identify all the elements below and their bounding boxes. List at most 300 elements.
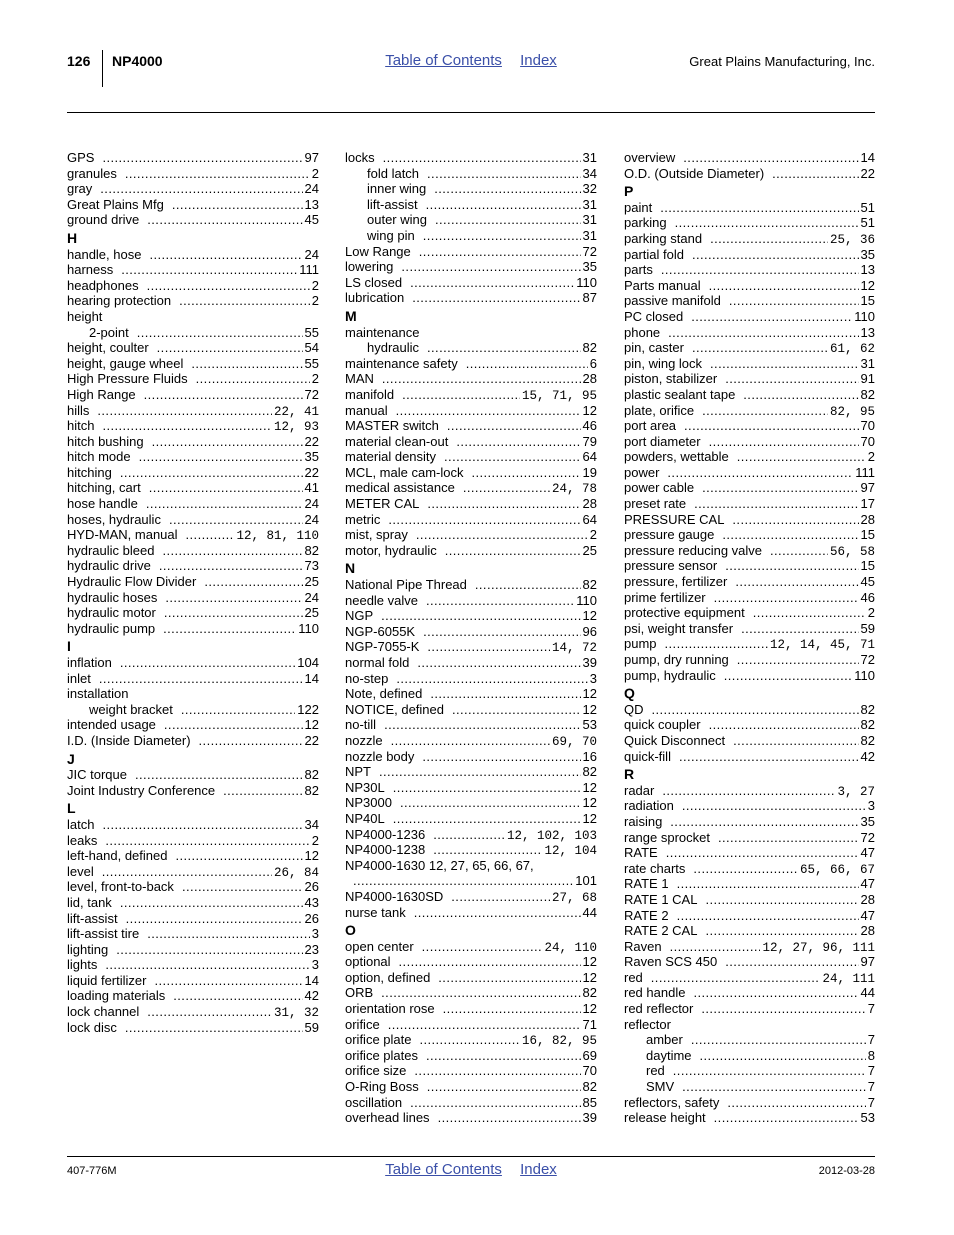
- index-entry[interactable]: [624, 387, 875, 403]
- dot-leader: [384, 717, 580, 733]
- index-entry[interactable]: [345, 873, 597, 889]
- index-entry[interactable]: [624, 434, 875, 450]
- index-entry[interactable]: [345, 480, 597, 496]
- dot-leader: [164, 605, 303, 621]
- index-entry-pages: 82: [582, 340, 597, 356]
- dot-leader: [163, 621, 296, 637]
- index-entry[interactable]: [67, 418, 319, 434]
- index-entry-term: pin, wing lock: [624, 355, 703, 371]
- index-entry[interactable]: [67, 686, 319, 702]
- index-entry-pages: 12: [582, 954, 597, 970]
- index-entry[interactable]: [624, 892, 875, 908]
- index-entry-term: METER CAL: [345, 496, 420, 512]
- index-entry[interactable]: [624, 923, 875, 939]
- index-entry-term: lock channel: [67, 1004, 140, 1020]
- dot-leader: [702, 480, 858, 496]
- index-entry-term: NP4000-1630 12, 27, 65, 66, 67,: [345, 857, 534, 873]
- dot-leader: [662, 783, 835, 799]
- index-entry-term: quick coupler: [624, 717, 701, 733]
- index-entry[interactable]: [624, 908, 875, 924]
- index-entry[interactable]: [67, 1004, 319, 1020]
- index-entry[interactable]: [345, 686, 597, 702]
- table-of-contents-link[interactable]: Table of Contents: [385, 52, 502, 69]
- index-entry-term: Joint Industry Conference: [67, 782, 216, 798]
- index-entry[interactable]: [624, 418, 875, 434]
- index-entry[interactable]: [345, 275, 597, 291]
- index-entry[interactable]: [345, 403, 597, 419]
- index-entry-term: latch: [67, 816, 95, 832]
- footer-nav: [67, 1161, 875, 1178]
- index-entry-pages: 2: [311, 165, 319, 181]
- dot-leader: [692, 340, 828, 356]
- index-entry[interactable]: [624, 215, 875, 231]
- dot-leader: [414, 1063, 580, 1079]
- index-entry[interactable]: [624, 166, 875, 182]
- index-entry-term: prime fertilizer: [624, 589, 706, 605]
- index-entry-term: pressure reducing valve: [624, 542, 763, 558]
- dot-leader: [435, 212, 581, 228]
- index-entry[interactable]: [345, 655, 597, 671]
- index-entry-pages: 44: [860, 985, 875, 1001]
- index-entry[interactable]: [345, 671, 597, 687]
- dot-leader: [388, 512, 580, 528]
- index-entry-term: National Pipe Thread: [345, 577, 467, 593]
- index-entry[interactable]: [624, 1110, 875, 1126]
- index-entry[interactable]: [345, 212, 597, 228]
- index-entry-pages: 69, 70: [551, 734, 597, 749]
- index-entry[interactable]: [345, 496, 597, 512]
- index-entry-pages: 53: [860, 1110, 875, 1126]
- index-entry[interactable]: [345, 970, 597, 986]
- footer-table-of-contents-link[interactable]: Table of Contents: [385, 1161, 502, 1178]
- index-entry-term: option, defined: [345, 969, 431, 985]
- index-entry[interactable]: [624, 652, 875, 668]
- index-entry-term: pressure sensor: [624, 558, 718, 574]
- dot-leader: [144, 387, 303, 403]
- index-entry[interactable]: [624, 465, 875, 481]
- index-entry[interactable]: [345, 527, 597, 543]
- index-entry-term: intended usage: [67, 717, 156, 733]
- dot-leader: [709, 278, 859, 294]
- index-entry[interactable]: [345, 749, 597, 765]
- index-entry[interactable]: [624, 861, 875, 877]
- index-entry-pages: 31: [582, 196, 597, 212]
- index-entry-term: Quick Disconnect: [624, 732, 726, 748]
- index-section-letter: L: [67, 800, 76, 817]
- index-entry[interactable]: [67, 671, 319, 687]
- index-entry[interactable]: [624, 1079, 875, 1095]
- index-entry[interactable]: [345, 356, 597, 372]
- index-entry[interactable]: [345, 150, 597, 166]
- index-entry-term: O.D. (Outside Diameter): [624, 165, 765, 181]
- dot-leader: [433, 842, 542, 858]
- dot-leader: [147, 926, 310, 942]
- dot-leader: [410, 1095, 580, 1111]
- index-entry-pages: 96: [582, 623, 597, 639]
- index-entry[interactable]: [624, 668, 875, 684]
- index-entry[interactable]: [67, 181, 319, 197]
- index-entry[interactable]: [624, 605, 875, 621]
- index-entry[interactable]: [345, 733, 597, 749]
- index-entry[interactable]: [345, 702, 597, 718]
- index-entry[interactable]: [345, 577, 597, 593]
- index-entry[interactable]: [345, 1048, 597, 1064]
- index-entry-pages: 101: [575, 873, 597, 889]
- dot-leader: [426, 1048, 581, 1064]
- index-entry[interactable]: [624, 702, 875, 718]
- index-entry[interactable]: [624, 733, 875, 749]
- dot-leader: [694, 496, 858, 512]
- dot-leader: [677, 908, 859, 924]
- index-entry-pages: 42: [304, 988, 319, 1004]
- index-entry[interactable]: [345, 1032, 597, 1048]
- index-entry[interactable]: [624, 590, 875, 606]
- index-entry[interactable]: [67, 911, 319, 927]
- index-entry[interactable]: [345, 1001, 597, 1017]
- dot-leader: [196, 371, 310, 387]
- index-entry[interactable]: [624, 340, 875, 356]
- index-entry[interactable]: [345, 325, 597, 341]
- dot-leader: [743, 387, 858, 403]
- index-entry-pages: 7: [867, 1063, 875, 1079]
- index-entry-pages: 72: [582, 243, 597, 259]
- index-entry[interactable]: [67, 621, 319, 637]
- index-entry[interactable]: [345, 228, 597, 244]
- dot-leader: [725, 558, 858, 574]
- index-entry-term: overhead lines: [345, 1110, 430, 1126]
- index-entry-term: lift-assist: [367, 196, 418, 212]
- index-entry-pages: 46: [860, 589, 875, 605]
- dot-leader: [410, 275, 574, 291]
- dot-leader: [666, 845, 859, 861]
- dot-leader: [670, 939, 761, 955]
- index-entry[interactable]: [67, 465, 319, 481]
- index-entry[interactable]: [67, 150, 319, 166]
- dot-leader: [154, 973, 302, 989]
- index-entry[interactable]: [345, 985, 597, 1001]
- index-entry[interactable]: [67, 926, 319, 942]
- index-entry[interactable]: [67, 496, 319, 512]
- index-entry[interactable]: [345, 387, 597, 403]
- index-entry[interactable]: [345, 290, 597, 306]
- index-entry[interactable]: [67, 833, 319, 849]
- index-entry[interactable]: [624, 985, 875, 1001]
- index-entry[interactable]: [624, 512, 875, 528]
- index-entry[interactable]: [624, 1017, 875, 1033]
- dot-leader: [412, 290, 580, 306]
- index-entry[interactable]: [67, 957, 319, 973]
- index-entry[interactable]: [345, 764, 597, 780]
- index-entry[interactable]: [624, 1032, 875, 1048]
- index-entry[interactable]: [67, 702, 319, 718]
- footer-index-link[interactable]: Index: [520, 1161, 557, 1178]
- index-entry-pages: 82: [860, 732, 875, 748]
- index-entry[interactable]: [624, 636, 875, 652]
- index-entry[interactable]: [345, 1110, 597, 1126]
- index-entry[interactable]: [345, 1095, 597, 1111]
- index-entry-term: PC closed: [624, 308, 684, 324]
- index-section-letter: M: [345, 307, 357, 324]
- dot-leader: [105, 833, 309, 849]
- index-entry[interactable]: [624, 1001, 875, 1017]
- index-entry[interactable]: [624, 496, 875, 512]
- dot-leader: [718, 830, 859, 846]
- index-entry[interactable]: [345, 181, 597, 197]
- dot-leader: [770, 543, 828, 559]
- index-entry[interactable]: [345, 512, 597, 528]
- dot-leader: [204, 574, 302, 590]
- dot-leader: [175, 848, 302, 864]
- dot-leader: [422, 749, 580, 765]
- index-entry-pages: 24, 78: [551, 482, 597, 497]
- index-entry-pages: 39: [582, 655, 597, 670]
- index-entry[interactable]: [67, 247, 319, 263]
- index-entry[interactable]: [624, 845, 875, 861]
- index-entry[interactable]: [67, 387, 319, 403]
- index-entry-pages: 12: [582, 686, 597, 702]
- index-entry[interactable]: [67, 988, 319, 1004]
- index-entry[interactable]: [345, 639, 597, 655]
- index-entry[interactable]: [624, 1063, 875, 1079]
- index-entry[interactable]: [345, 1017, 597, 1033]
- index-entry[interactable]: [67, 212, 319, 228]
- dot-leader: [682, 798, 866, 814]
- index-entry[interactable]: [624, 939, 875, 955]
- index-entry[interactable]: [67, 767, 319, 783]
- dot-leader: [147, 1004, 272, 1020]
- index-entry[interactable]: [345, 197, 597, 213]
- index-entry[interactable]: [624, 558, 875, 574]
- index-entry[interactable]: [345, 858, 597, 874]
- index-entry[interactable]: [345, 811, 597, 827]
- index-entry[interactable]: [624, 356, 875, 372]
- index-entry[interactable]: [624, 480, 875, 496]
- index-entry[interactable]: [345, 371, 597, 387]
- index-entry-term: lock disc: [67, 1019, 117, 1035]
- dot-leader: [661, 262, 859, 278]
- index-entry-pages: 79: [582, 433, 597, 449]
- index-entry[interactable]: [67, 527, 319, 543]
- index-entry[interactable]: [624, 749, 875, 765]
- index-entry[interactable]: [345, 827, 597, 843]
- index-entry[interactable]: [67, 605, 319, 621]
- index-entry[interactable]: [345, 780, 597, 796]
- index-entry[interactable]: [345, 717, 597, 733]
- index-entry-term: powders, wettable: [624, 449, 729, 465]
- index-entry[interactable]: [624, 830, 875, 846]
- index-entry[interactable]: [67, 512, 319, 528]
- index-entry-term: piston, stabilizer: [624, 371, 718, 387]
- index-entry[interactable]: [67, 655, 319, 671]
- index-entry[interactable]: [67, 543, 319, 559]
- index-entry[interactable]: [624, 325, 875, 341]
- index-entry[interactable]: [67, 973, 319, 989]
- dot-leader: [379, 764, 581, 780]
- index-link[interactable]: Index: [520, 52, 557, 69]
- dot-leader: [125, 1020, 303, 1036]
- index-entry-pages: 12, 14, 45, 71: [769, 638, 875, 653]
- index-entry[interactable]: [345, 244, 597, 260]
- index-entry[interactable]: [624, 278, 875, 294]
- dot-leader: [102, 418, 272, 434]
- index-entry[interactable]: [67, 166, 319, 182]
- index-entry[interactable]: [67, 733, 319, 749]
- dot-leader: [102, 150, 302, 166]
- index-entry[interactable]: [624, 449, 875, 465]
- index-entry[interactable]: [624, 293, 875, 309]
- index-entry[interactable]: [67, 340, 319, 356]
- index-entry[interactable]: [624, 262, 875, 278]
- index-entry[interactable]: [67, 434, 319, 450]
- index-entry-term: headphones: [67, 277, 139, 293]
- index-entry[interactable]: [345, 259, 597, 275]
- index-entry[interactable]: [67, 817, 319, 833]
- dot-leader: [665, 636, 768, 652]
- dot-leader: [417, 655, 580, 671]
- dot-leader: [438, 1110, 581, 1126]
- index-entry-term: lid, tank: [67, 894, 112, 910]
- index-entry[interactable]: [345, 608, 597, 624]
- index-entry[interactable]: [67, 783, 319, 799]
- index-entry-pages: 7: [867, 1079, 875, 1095]
- index-entry-term: oscillation: [345, 1094, 403, 1110]
- index-entry-pages: 45: [860, 574, 875, 590]
- index-entry-term: pressure gauge: [624, 527, 715, 543]
- index-entry[interactable]: [67, 1020, 319, 1036]
- index-entry-term: NGP-7055-K: [345, 639, 420, 655]
- dot-leader: [383, 150, 581, 166]
- index-entry[interactable]: [345, 418, 597, 434]
- index-entry-term: High Pressure Fluids: [67, 371, 188, 387]
- index-entry-pages: 26: [304, 910, 319, 926]
- index-entry[interactable]: [345, 449, 597, 465]
- index-entry[interactable]: [345, 1079, 597, 1095]
- index-entry[interactable]: [345, 624, 597, 640]
- index-entry[interactable]: [345, 593, 597, 609]
- index-entry[interactable]: [624, 814, 875, 830]
- index-entry-term: RATE 1: [624, 876, 669, 892]
- index-entry-pages: 12: [860, 277, 875, 293]
- index-entry[interactable]: [67, 895, 319, 911]
- index-entry[interactable]: [624, 876, 875, 892]
- index-entry[interactable]: [624, 783, 875, 799]
- dot-leader: [705, 923, 858, 939]
- index-entry[interactable]: [345, 889, 597, 905]
- index-entry[interactable]: [345, 954, 597, 970]
- index-entry-term: range sprocket: [624, 829, 710, 845]
- index-entry-term: leaks: [67, 832, 98, 848]
- index-entry[interactable]: [345, 340, 597, 356]
- index-entry-pages: 12: [582, 810, 597, 826]
- dot-leader: [427, 1079, 581, 1095]
- index-entry[interactable]: [624, 954, 875, 970]
- index-entry-term: parking: [624, 215, 667, 231]
- index-entry[interactable]: [345, 842, 597, 858]
- index-entry-term: RATE 1 CAL: [624, 891, 698, 907]
- index-entry[interactable]: [67, 717, 319, 733]
- index-entry[interactable]: [345, 939, 597, 955]
- index-entry[interactable]: [67, 574, 319, 590]
- index-entry[interactable]: [67, 558, 319, 574]
- index-entry[interactable]: [345, 1063, 597, 1079]
- index-entry[interactable]: [345, 543, 597, 559]
- index-entry-term: reflectors, safety: [624, 1094, 720, 1110]
- index-entry-term: liquid fertilizer: [67, 972, 147, 988]
- index-entry[interactable]: [624, 621, 875, 637]
- index-entry[interactable]: [624, 798, 875, 814]
- index-entry[interactable]: [624, 717, 875, 733]
- index-entry[interactable]: [67, 449, 319, 465]
- index-entry[interactable]: [67, 293, 319, 309]
- index-entry-term: hitch bushing: [67, 433, 144, 449]
- index-entry[interactable]: [624, 150, 875, 166]
- index-entry[interactable]: [345, 795, 597, 811]
- dot-leader: [179, 293, 310, 309]
- index-entry[interactable]: [345, 465, 597, 481]
- index-entry-pages: 51: [860, 199, 875, 215]
- index-entry[interactable]: [624, 309, 875, 325]
- index-entry[interactable]: [67, 590, 319, 606]
- index-entry[interactable]: [624, 970, 875, 986]
- index-entry-term: overview: [624, 150, 676, 165]
- index-entry-term: orientation rose: [345, 1001, 435, 1017]
- index-entry[interactable]: [67, 356, 319, 372]
- index-entry[interactable]: [624, 1095, 875, 1111]
- index-entry[interactable]: [67, 371, 319, 387]
- index-entry[interactable]: [67, 278, 319, 294]
- index-entry-pages: 25: [304, 605, 319, 621]
- dot-leader: [430, 686, 580, 702]
- index-entry-term: hearing protection: [67, 293, 172, 309]
- index-entry-term: Parts manual: [624, 277, 701, 293]
- index-entry[interactable]: [345, 905, 597, 921]
- index-entry-pages: 24, 110: [544, 940, 597, 955]
- index-entry[interactable]: [67, 942, 319, 958]
- index-entry[interactable]: [67, 309, 319, 325]
- index-entry[interactable]: [67, 480, 319, 496]
- index-entry-pages: 12: [582, 969, 597, 985]
- index-entry[interactable]: [624, 403, 875, 419]
- index-entry[interactable]: [624, 371, 875, 387]
- index-entry[interactable]: [67, 197, 319, 213]
- index-entry[interactable]: [624, 247, 875, 263]
- index-entry[interactable]: [624, 200, 875, 216]
- index-entry[interactable]: [624, 231, 875, 247]
- index-section-letter: P: [624, 183, 634, 200]
- index-entry-pages: 2: [311, 277, 319, 293]
- index-entry[interactable]: [67, 325, 319, 341]
- dot-leader: [724, 668, 852, 684]
- index-entry[interactable]: [345, 166, 597, 182]
- index-entry[interactable]: [67, 879, 319, 895]
- index-entry-term: lubrication: [345, 290, 405, 306]
- index-entry[interactable]: [67, 262, 319, 278]
- index-entry[interactable]: [624, 527, 875, 543]
- index-entry-pages: 97: [304, 150, 319, 165]
- index-entry[interactable]: [624, 1048, 875, 1064]
- dot-leader: [677, 876, 859, 892]
- index-entry[interactable]: [345, 434, 597, 450]
- index-entry[interactable]: [67, 864, 319, 880]
- index-entry[interactable]: [67, 848, 319, 864]
- index-entry[interactable]: [67, 403, 319, 419]
- index-entry-pages: 3: [311, 957, 319, 973]
- index-entry-pages: 7: [867, 1032, 875, 1048]
- dot-leader: [710, 231, 828, 247]
- index-entry[interactable]: [624, 543, 875, 559]
- index-entry-term: radiation: [624, 798, 674, 814]
- index-entry[interactable]: [624, 574, 875, 590]
